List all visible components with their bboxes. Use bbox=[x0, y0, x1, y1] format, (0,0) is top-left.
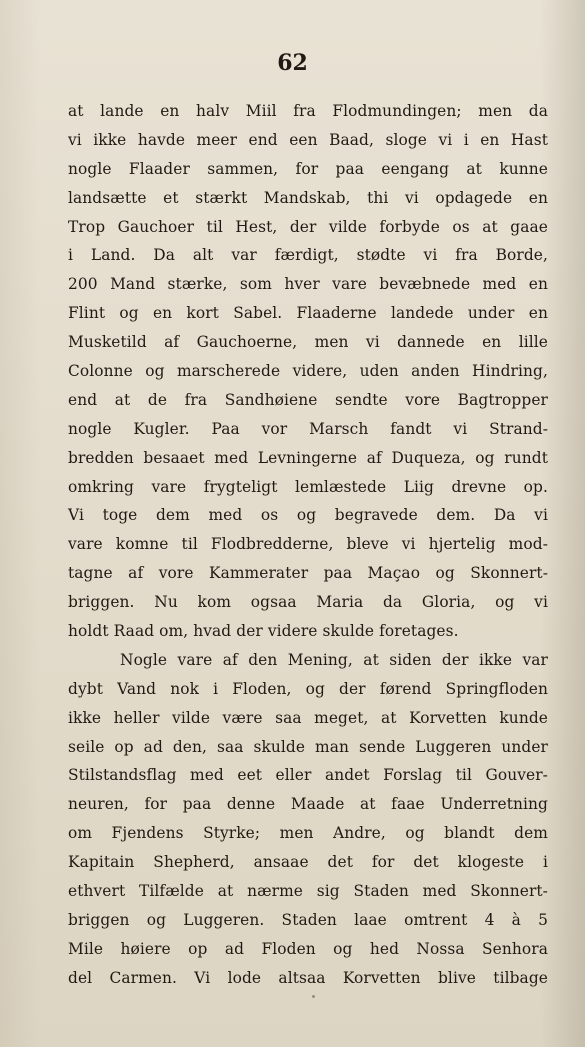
text-line: end at de fra Sandhøiene sendte vore Bagtropper bbox=[68, 390, 548, 409]
text-line: 200 Mand stærke, som hver vare bevæbnede med en bbox=[68, 275, 548, 294]
text-line: ikke heller vilde være saa meget, at Korvetten kunde bbox=[68, 708, 548, 727]
paragraph-first-line: Nogle vare af den Mening, at siden der ikke var bbox=[120, 650, 548, 669]
text-line: Mile høiere op ad Floden og hed Nossa Senhora bbox=[68, 939, 548, 958]
text-line: vi ikke havde meer end een Baad, sloge vi i en Hast bbox=[68, 130, 548, 149]
text-line: landsætte et stærkt Mandskab, thi vi opdagede en bbox=[68, 188, 548, 207]
text-line: bredden besaaet med Levningerne af Duqueza, og rundt bbox=[68, 448, 548, 467]
text-line: Vi toge dem med os og begravede dem. Da vi bbox=[68, 506, 548, 525]
text-line: del Carmen. Vi lode altsaa Korvetten blive tilbage bbox=[68, 968, 548, 987]
text-line: vare komne til Flodbredderne, bleve vi hjertelig mod- bbox=[68, 535, 548, 554]
text-line: ethvert Tilfælde at nærme sig Staden med Skonnert- bbox=[68, 882, 548, 901]
text-line: neuren, for paa denne Maade at faae Underretning bbox=[68, 795, 548, 814]
text-line: Musketild af Gauchoerne, men vi dannede en lille bbox=[68, 333, 548, 352]
text-line: nogle Kugler. Paa vor Marsch fandt vi Strand- bbox=[68, 419, 548, 438]
text-line: tagne af vore Kammerater paa Maçao og Skonnert- bbox=[68, 564, 548, 583]
text-line: briggen. Nu kom ogsaa Maria da Gloria, og vi bbox=[68, 593, 548, 612]
text-line: i Land. Da alt var færdigt, stødte vi fra Borde, bbox=[68, 246, 548, 265]
text-line: seile op ad den, saa skulde man sende Luggeren under bbox=[68, 737, 548, 756]
text-line: Flint og en kort Sabel. Flaaderne landede under en bbox=[68, 304, 548, 323]
text-line: dybt Vand nok i Floden, og der førend Springfloden bbox=[68, 679, 548, 698]
text-line: Colonne og marscherede videre, uden anden Hindring, bbox=[68, 362, 548, 381]
body-text bbox=[68, 97, 548, 993]
page-number: 62 bbox=[277, 50, 308, 76]
text-line: Stilstandsflag med eet eller andet Forslag til Gouver- bbox=[68, 766, 548, 785]
text-line: at lande en halv Miil fra Flodmundingen; men da bbox=[68, 102, 548, 120]
text-line: Trop Gauchoer til Hest, der vilde forbyde os at gaae bbox=[68, 217, 548, 236]
text-line: omkring vare frygteligt lemlæstede Liig drevne op. bbox=[68, 477, 548, 496]
text-line: om Fjendens Styrke; men Andre, og blandt dem bbox=[68, 824, 548, 843]
text-line: holdt Raad om, hvad der videre skulde foretages. bbox=[68, 622, 459, 641]
text-line: Kapitain Shepherd, ansaae det for det klogeste i bbox=[68, 853, 548, 872]
text-line: briggen og Luggeren. Staden laae omtrent 4 à 5 bbox=[68, 910, 548, 929]
paper-speck bbox=[312, 995, 315, 998]
text-line: nogle Flaader sammen, for paa eengang at kunne bbox=[68, 159, 548, 178]
